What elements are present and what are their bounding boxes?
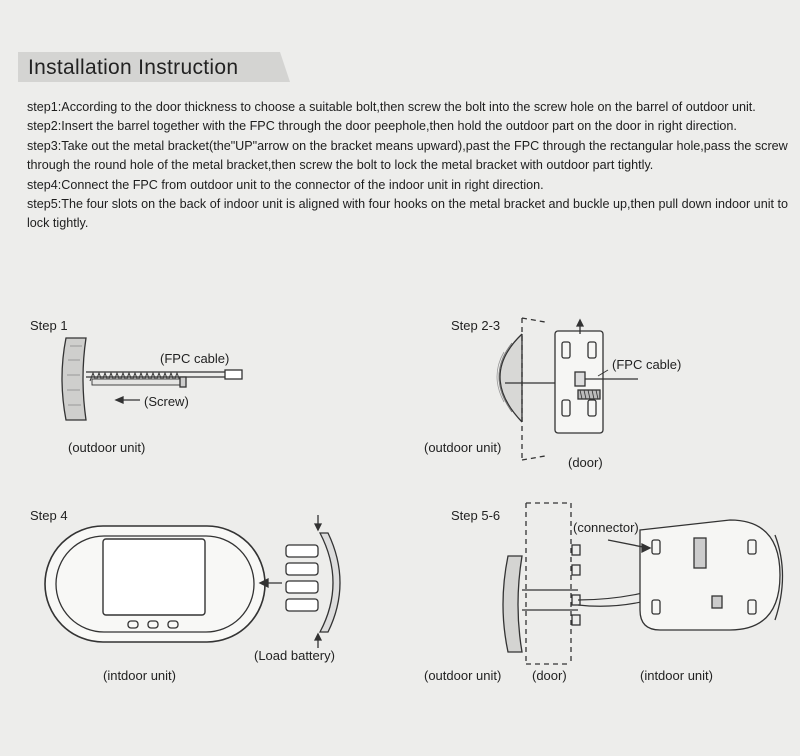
step1-screw-label: (Screw) bbox=[144, 394, 189, 409]
step-1-text: step1:According to the door thickness to choose a suitable bolt,then screw the bolt into the screw hole on the barrel of outdoor unit. bbox=[27, 100, 756, 114]
page-title: Installation Instruction bbox=[28, 56, 239, 79]
step-2-text: step2:Insert the barrel together with the FPC through the door peephole,then hold the outdoor part on the door in right direction. bbox=[27, 119, 737, 134]
step-4-text: step4:Connect the FPC from outdoor unit to the connector of the indoor unit in right direction. bbox=[27, 177, 544, 192]
step23-unit-label: (outdoor unit) bbox=[424, 440, 502, 455]
step1-unit-label: (outdoor unit) bbox=[68, 440, 146, 455]
step4-battery-label: (Load battery) bbox=[254, 648, 335, 663]
step56-heading: Step 5-6 bbox=[451, 508, 501, 523]
step-3-text: step3:Take out the metal bracket(the"UP"arrow on the bracket means upward),past the FPC through the rectangular hole,pass the screw through the round hole of the metal bracket,then screw the bolt to lock the metal bracket with outdoor part tightly. bbox=[27, 138, 788, 173]
step56-diagram bbox=[503, 503, 783, 664]
step23-fpc-label: (FPC cable) bbox=[612, 357, 682, 372]
step56-connector-label: (connector) bbox=[573, 520, 639, 535]
step4-heading: Step 4 bbox=[30, 508, 68, 523]
step4-unit-label: (intdoor unit) bbox=[103, 668, 176, 683]
step23-diagram bbox=[497, 318, 638, 460]
step1-fpc-label: (FPC cable) bbox=[160, 351, 230, 366]
step1-heading: Step 1 bbox=[30, 318, 68, 333]
step-5-text: step5:The four slots on the back of indoor unit is aligned with four hooks on the metal bracket and buckle up,then pull down indoor unit to lock tightly. bbox=[27, 197, 788, 231]
step23-heading: Step 2-3 bbox=[451, 318, 501, 333]
step56-outdoor-label: (outdoor unit) bbox=[424, 668, 502, 683]
step56-indoor-label: (intdoor unit) bbox=[640, 668, 713, 683]
step56-door-label: (door) bbox=[532, 668, 567, 683]
step4-diagram bbox=[45, 515, 340, 648]
step23-door-label: (door) bbox=[568, 455, 603, 470]
